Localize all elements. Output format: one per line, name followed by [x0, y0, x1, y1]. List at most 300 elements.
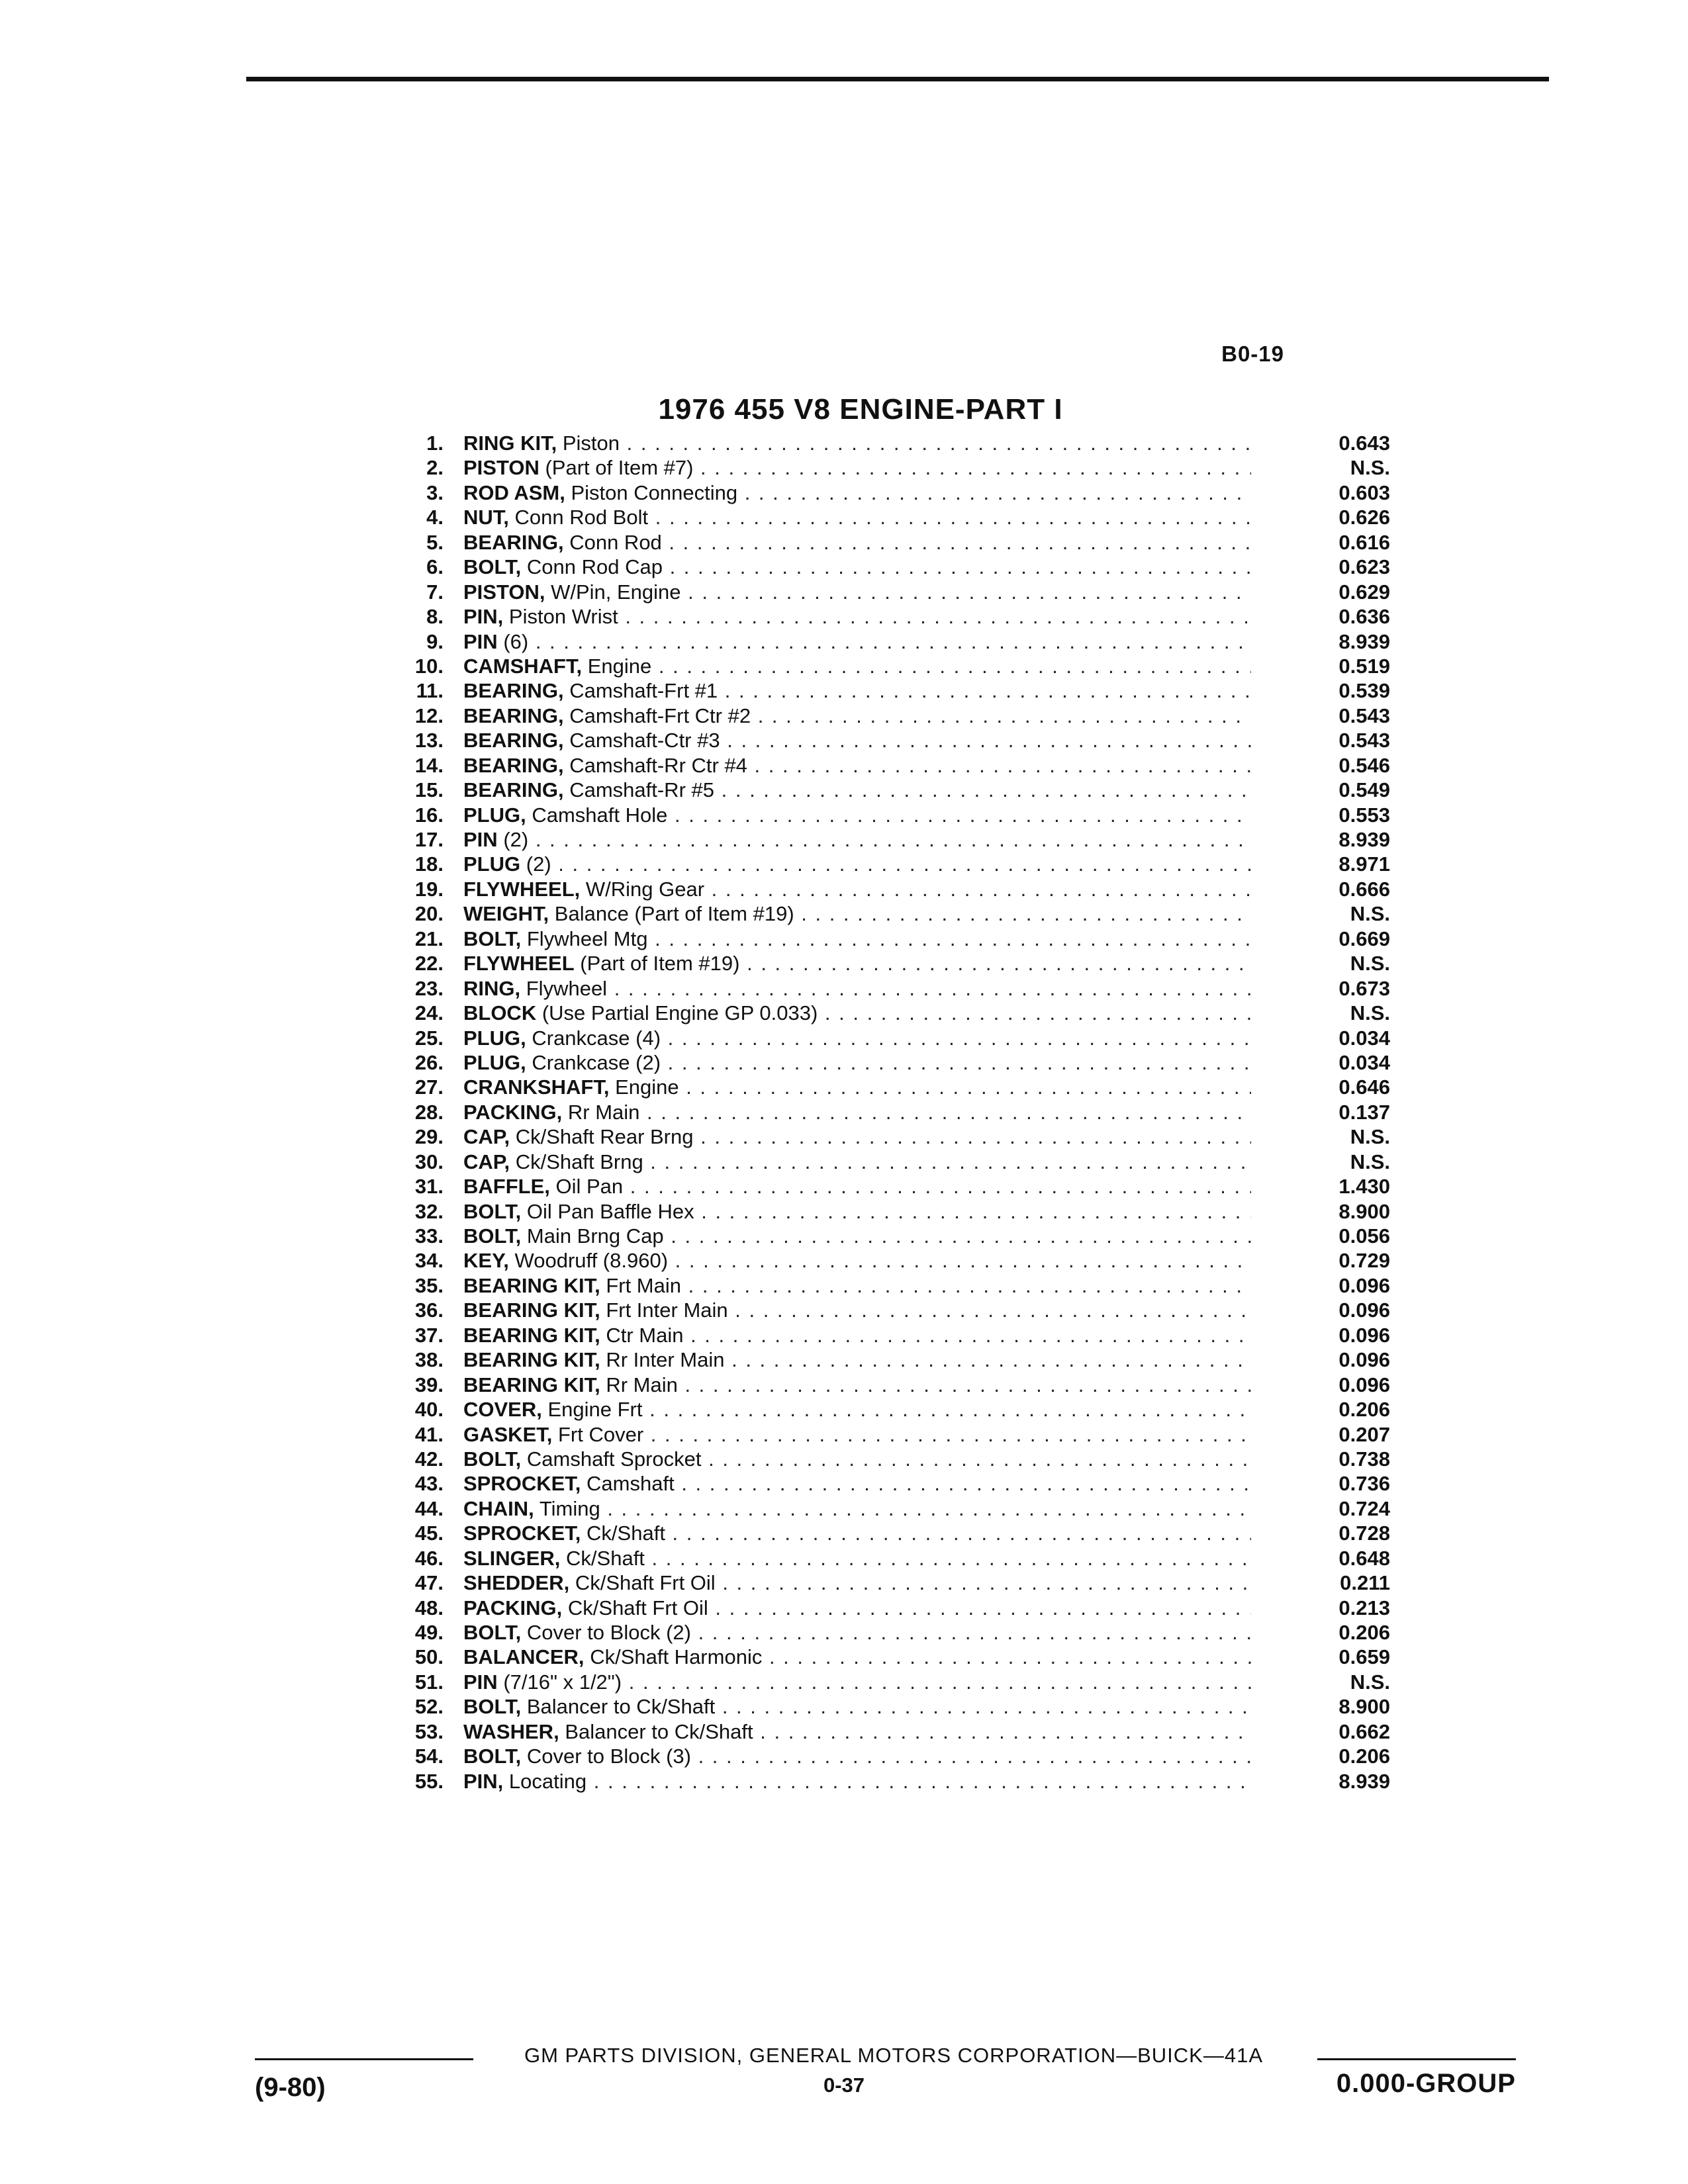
part-number: 54.	[414, 1745, 444, 1768]
part-detail: Camshaft-Frt #1	[569, 679, 718, 703]
part-detail: Piston Connecting	[571, 480, 738, 504]
part-group-number: 0.519	[1338, 654, 1390, 678]
part-number: 42.	[414, 1447, 444, 1471]
part-description	[463, 1174, 1251, 1199]
part-description	[463, 778, 1251, 802]
part-group-number: 8.900	[1338, 1695, 1390, 1719]
part-group-number: 0.636	[1338, 605, 1390, 629]
part-number: 28.	[414, 1100, 444, 1124]
part-group-number: 0.673	[1338, 976, 1390, 1000]
part-detail: Camshaft Sprocket	[526, 1447, 702, 1471]
part-number: 27.	[414, 1075, 444, 1099]
part-name: NUT,	[463, 506, 509, 529]
part-description	[463, 431, 1251, 455]
footer-date-code: (9-80)	[255, 2073, 326, 2102]
part-description	[463, 877, 1251, 901]
part-row	[371, 1124, 1390, 1149]
part-row	[371, 728, 1390, 752]
part-name: PISTON	[463, 456, 539, 480]
part-description	[463, 604, 1251, 629]
part-row	[371, 1001, 1390, 1025]
part-description	[463, 629, 1251, 654]
part-name: BEARING,	[463, 778, 564, 802]
part-group-number: N.S.	[1350, 1150, 1390, 1173]
part-row	[371, 654, 1390, 678]
part-row	[371, 580, 1390, 604]
part-description	[463, 927, 1251, 951]
part-number: 37.	[414, 1323, 444, 1347]
part-number: 29.	[414, 1125, 444, 1149]
part-detail: Ctr Main	[606, 1323, 684, 1347]
footer-page-number: 0-37	[823, 2073, 865, 2097]
part-row	[371, 1422, 1390, 1447]
part-name: PACKING,	[463, 1596, 563, 1619]
part-row	[371, 1199, 1390, 1224]
part-row	[371, 1150, 1390, 1174]
part-name: SHEDDER,	[463, 1571, 570, 1595]
part-detail: Camshaft-Rr #5	[569, 778, 714, 802]
part-name: BEARING KIT,	[463, 1298, 600, 1322]
part-description	[463, 555, 1251, 579]
part-detail: Ck/Shaft Frt Oil	[575, 1571, 716, 1595]
part-group-number: 0.096	[1338, 1348, 1390, 1372]
part-description	[463, 1670, 1251, 1694]
part-group-number: 0.206	[1338, 1621, 1390, 1644]
part-description	[463, 1323, 1251, 1347]
part-group-number: 8.971	[1338, 852, 1390, 876]
part-detail: W/Ring Gear	[585, 877, 705, 901]
part-name: BEARING KIT,	[463, 1373, 600, 1396]
part-number: 19.	[414, 877, 444, 901]
part-description	[463, 1273, 1251, 1298]
part-description	[463, 1422, 1251, 1447]
part-name: BEARING,	[463, 530, 564, 554]
part-description	[463, 1100, 1251, 1124]
part-detail: Cover to Block (3)	[526, 1745, 691, 1768]
part-number: 55.	[414, 1769, 444, 1793]
part-name: BLOCK	[463, 1001, 537, 1025]
part-detail: Locating	[508, 1769, 587, 1793]
part-group-number: 0.662	[1338, 1719, 1390, 1743]
part-description	[463, 1570, 1251, 1595]
part-detail: Engine Frt	[547, 1398, 643, 1422]
part-description	[463, 1596, 1251, 1620]
part-description	[463, 753, 1251, 778]
part-description	[463, 728, 1251, 752]
part-description	[463, 1224, 1251, 1248]
part-group-number: 0.666	[1338, 877, 1390, 901]
part-name: CRANKSHAFT,	[463, 1075, 610, 1099]
part-name: BOLT,	[463, 927, 522, 950]
part-row	[371, 1248, 1390, 1273]
part-detail: (2)	[503, 828, 529, 851]
part-name: PISTON,	[463, 580, 545, 604]
part-description	[463, 505, 1251, 529]
part-name: WASHER,	[463, 1719, 559, 1743]
part-row	[371, 1521, 1390, 1545]
part-name: SPROCKET,	[463, 1472, 581, 1496]
part-description	[463, 704, 1251, 728]
part-group-number: 0.034	[1338, 1026, 1390, 1050]
part-description	[463, 1769, 1251, 1794]
part-number: 2.	[426, 456, 444, 480]
part-detail: Engine	[615, 1075, 679, 1099]
part-name: CHAIN,	[463, 1496, 534, 1520]
part-name: BEARING,	[463, 753, 564, 777]
part-name: FLYWHEEL,	[463, 877, 581, 901]
part-number: 38.	[414, 1348, 444, 1372]
part-row	[371, 1694, 1390, 1719]
part-name: PLUG,	[463, 1026, 526, 1050]
part-row	[371, 1719, 1390, 1744]
part-name: PLUG,	[463, 803, 526, 827]
part-row	[371, 505, 1390, 529]
part-detail: Conn Rod Cap	[526, 555, 663, 579]
part-row	[371, 901, 1390, 926]
part-group-number: 0.096	[1338, 1373, 1390, 1396]
part-detail: W/Pin, Engine	[551, 580, 681, 604]
part-number: 32.	[414, 1199, 444, 1223]
part-row	[371, 1298, 1390, 1322]
part-group-number: 0.616	[1338, 530, 1390, 554]
part-row	[371, 1224, 1390, 1248]
part-number: 44.	[414, 1496, 444, 1520]
part-description	[463, 901, 1251, 926]
part-description	[463, 455, 1251, 480]
part-number: 1.	[426, 432, 444, 455]
part-name: PIN	[463, 828, 498, 851]
part-detail: (2)	[526, 852, 551, 876]
part-name: KEY,	[463, 1249, 509, 1273]
part-group-number: 0.623	[1338, 555, 1390, 579]
part-detail: (Part of Item #7)	[545, 456, 694, 480]
part-name: BAFFLE,	[463, 1175, 550, 1199]
part-row	[371, 1347, 1390, 1372]
part-name: WEIGHT,	[463, 902, 549, 926]
part-number: 24.	[414, 1001, 444, 1025]
part-group-number: 0.137	[1338, 1100, 1390, 1124]
part-detail: Cover to Block (2)	[526, 1621, 691, 1644]
part-group-number: 8.939	[1338, 828, 1390, 851]
part-description	[463, 1298, 1251, 1322]
part-group-number: 0.096	[1338, 1273, 1390, 1297]
part-name: RING,	[463, 976, 521, 1000]
part-row	[371, 1769, 1390, 1794]
part-group-number: 0.034	[1338, 1050, 1390, 1074]
part-detail: Oil Pan Baffle Hex	[526, 1199, 694, 1223]
part-group-number: 1.430	[1338, 1175, 1390, 1199]
part-name: CAP,	[463, 1150, 510, 1173]
part-description	[463, 1447, 1251, 1471]
part-name: RING KIT,	[463, 432, 557, 455]
part-detail: Camshaft	[586, 1472, 675, 1496]
part-name: CAP,	[463, 1125, 510, 1149]
part-detail: Flywheel	[526, 976, 608, 1000]
part-group-number: 0.206	[1338, 1745, 1390, 1768]
part-number: 52.	[414, 1695, 444, 1719]
part-description	[463, 1521, 1251, 1545]
part-number: 25.	[414, 1026, 444, 1050]
part-row	[371, 704, 1390, 728]
part-number: 13.	[414, 729, 444, 752]
part-group-number: 0.096	[1338, 1323, 1390, 1347]
part-detail: (Part of Item #19)	[580, 952, 740, 976]
part-name: PIN,	[463, 605, 504, 629]
part-description	[463, 951, 1251, 976]
part-row	[371, 1026, 1390, 1050]
part-row	[371, 530, 1390, 555]
part-group-number: 0.729	[1338, 1249, 1390, 1273]
part-name: PACKING,	[463, 1100, 563, 1124]
part-group-number: 0.643	[1338, 432, 1390, 455]
part-name: BALANCER,	[463, 1645, 585, 1669]
part-number: 26.	[414, 1050, 444, 1074]
part-number: 21.	[414, 927, 444, 950]
part-description	[463, 530, 1251, 555]
footer-rule-right	[1317, 2058, 1516, 2060]
part-description	[463, 1694, 1251, 1719]
part-number: 14.	[414, 753, 444, 777]
part-name: BOLT,	[463, 1621, 522, 1644]
part-detail: Camshaft Hole	[532, 803, 668, 827]
part-name: BOLT,	[463, 1447, 522, 1471]
part-row	[371, 1570, 1390, 1595]
part-group-number: N.S.	[1350, 1670, 1390, 1694]
part-number: 23.	[414, 976, 444, 1000]
part-description	[463, 480, 1251, 505]
part-name: BOLT,	[463, 1224, 522, 1248]
part-row	[371, 1100, 1390, 1124]
part-row	[371, 1645, 1390, 1669]
part-row	[371, 1496, 1390, 1521]
part-row	[371, 927, 1390, 951]
part-name: GASKET,	[463, 1422, 553, 1446]
part-row	[371, 1670, 1390, 1694]
part-number: 22.	[414, 952, 444, 976]
part-number: 40.	[414, 1398, 444, 1422]
part-detail: Frt Main	[606, 1273, 681, 1297]
part-row	[371, 1620, 1390, 1645]
part-name: FLYWHEEL	[463, 952, 575, 976]
part-description	[463, 1050, 1251, 1075]
part-detail: Ck/Shaft Harmonic	[590, 1645, 763, 1669]
part-detail: Engine	[587, 654, 652, 678]
part-number: 35.	[414, 1273, 444, 1297]
part-group-number: 0.669	[1338, 927, 1390, 950]
part-detail: Timing	[539, 1496, 600, 1520]
part-name: BEARING,	[463, 704, 564, 727]
part-description	[463, 1026, 1251, 1050]
part-row	[371, 951, 1390, 976]
part-group-number: N.S.	[1350, 1001, 1390, 1025]
part-name: SPROCKET,	[463, 1522, 581, 1545]
part-row	[371, 629, 1390, 654]
part-detail: Camshaft-Frt Ctr #2	[569, 704, 751, 727]
part-name: BEARING KIT,	[463, 1348, 600, 1372]
part-group-number: 0.056	[1338, 1224, 1390, 1248]
part-number: 16.	[414, 803, 444, 827]
part-group-number: 0.211	[1340, 1571, 1390, 1595]
part-description	[463, 1496, 1251, 1521]
part-description	[463, 1001, 1251, 1025]
part-row	[371, 1471, 1390, 1496]
part-name: ROD ASM,	[463, 480, 565, 504]
parts-list	[371, 431, 1390, 1794]
part-name: BEARING KIT,	[463, 1273, 600, 1297]
part-row	[371, 431, 1390, 455]
part-detail: Balancer to Ck/Shaft	[526, 1695, 716, 1719]
part-detail: Ck/Shaft Brng	[515, 1150, 643, 1173]
part-name: PLUG	[463, 852, 521, 876]
part-detail: Balance (Part of Item #19)	[554, 902, 794, 926]
part-number: 46.	[414, 1546, 444, 1570]
part-row	[371, 976, 1390, 1001]
part-number: 15.	[414, 778, 444, 802]
part-description	[463, 1248, 1251, 1273]
part-number: 5.	[426, 530, 444, 554]
part-group-number: 0.553	[1338, 803, 1390, 827]
part-name: BOLT,	[463, 1695, 522, 1719]
part-name: BEARING,	[463, 729, 564, 752]
part-number: 43.	[414, 1472, 444, 1496]
part-number: 4.	[426, 506, 444, 529]
part-description	[463, 1075, 1251, 1099]
part-number: 39.	[414, 1373, 444, 1396]
part-group-number: N.S.	[1350, 1125, 1390, 1149]
part-number: 7.	[426, 580, 444, 604]
part-row	[371, 827, 1390, 852]
part-number: 41.	[414, 1422, 444, 1446]
part-detail: Ck/Shaft Rear Brng	[515, 1125, 694, 1149]
part-detail: Rr Main	[567, 1100, 640, 1124]
part-detail: Rr Inter Main	[606, 1348, 725, 1372]
part-detail: Balancer to Ck/Shaft	[565, 1719, 753, 1743]
part-row	[371, 1447, 1390, 1471]
part-description	[463, 852, 1251, 876]
part-row	[371, 753, 1390, 778]
part-group-number: 0.626	[1338, 506, 1390, 529]
part-description	[463, 1150, 1251, 1174]
part-number: 6.	[426, 555, 444, 579]
page-code: B0-19	[1221, 341, 1284, 366]
part-row	[371, 1596, 1390, 1620]
part-group-number: 0.603	[1338, 480, 1390, 504]
part-description	[463, 1397, 1251, 1422]
part-number: 9.	[426, 629, 444, 653]
part-detail: (7/16" x 1/2")	[503, 1670, 622, 1694]
part-detail: Frt Inter Main	[606, 1298, 728, 1322]
part-group-number: 0.539	[1338, 679, 1390, 703]
part-row	[371, 604, 1390, 629]
part-row	[371, 1050, 1390, 1075]
part-group-number: 0.546	[1338, 753, 1390, 777]
part-detail: Ck/Shaft Frt Oil	[567, 1596, 708, 1619]
part-name: PIN	[463, 1670, 498, 1694]
part-row	[371, 1075, 1390, 1099]
part-number: 33.	[414, 1224, 444, 1248]
part-number: 18.	[414, 852, 444, 876]
part-detail: Piston Wrist	[508, 605, 618, 629]
part-number: 8.	[426, 605, 444, 629]
part-description	[463, 654, 1251, 678]
part-group-number: 0.543	[1338, 704, 1390, 727]
part-name: CAMSHAFT,	[463, 654, 583, 678]
part-group-number: 0.738	[1338, 1447, 1390, 1471]
part-row	[371, 877, 1390, 901]
part-description	[463, 1645, 1251, 1669]
footer-publisher: GM PARTS DIVISION, GENERAL MOTORS CORPORATION—BUICK—41A	[524, 2044, 1264, 2067]
part-row	[371, 1546, 1390, 1570]
part-detail: Ck/Shaft	[566, 1546, 645, 1570]
part-group-number: 8.939	[1338, 1769, 1390, 1793]
part-detail: (6)	[503, 629, 529, 653]
part-number: 34.	[414, 1249, 444, 1273]
part-group-number: 0.207	[1338, 1422, 1390, 1446]
part-number: 45.	[414, 1522, 444, 1545]
part-number: 17.	[414, 828, 444, 851]
part-row	[371, 555, 1390, 579]
part-description	[463, 1744, 1251, 1768]
part-detail: Ck/Shaft	[586, 1522, 665, 1545]
part-detail: Oil Pan	[555, 1175, 624, 1199]
part-row	[371, 480, 1390, 505]
part-name: COVER,	[463, 1398, 542, 1422]
part-name: BEARING,	[463, 679, 564, 703]
part-description	[463, 1719, 1251, 1744]
part-description	[463, 976, 1251, 1001]
part-name: PLUG,	[463, 1050, 526, 1074]
part-description	[463, 1546, 1251, 1570]
part-number: 36.	[414, 1298, 444, 1322]
part-row	[371, 1373, 1390, 1397]
part-group-number: 0.648	[1338, 1546, 1390, 1570]
part-number: 48.	[414, 1596, 444, 1619]
part-group-number: 0.646	[1338, 1075, 1390, 1099]
part-description	[463, 827, 1251, 852]
part-number: 30.	[414, 1150, 444, 1173]
part-description	[463, 1373, 1251, 1397]
footer-rule-left	[255, 2058, 473, 2060]
part-group-number: 0.543	[1338, 729, 1390, 752]
part-detail: Frt Cover	[557, 1422, 644, 1446]
part-number: 47.	[414, 1571, 444, 1595]
part-number: 3.	[426, 480, 444, 504]
part-detail: Camshaft-Rr Ctr #4	[569, 753, 747, 777]
part-group-number: 0.659	[1338, 1645, 1390, 1669]
part-detail: Crankcase (4)	[532, 1026, 661, 1050]
part-detail: Main Brng Cap	[526, 1224, 664, 1248]
part-description	[463, 1199, 1251, 1224]
part-group-number: N.S.	[1350, 952, 1390, 976]
part-number: 10.	[414, 654, 444, 678]
part-group-number: 8.900	[1338, 1199, 1390, 1223]
part-number: 51.	[414, 1670, 444, 1694]
top-rule	[246, 77, 1549, 81]
part-group-number: N.S.	[1350, 902, 1390, 926]
part-detail: Camshaft-Ctr #3	[569, 729, 720, 752]
part-name: BEARING KIT,	[463, 1323, 600, 1347]
part-detail: Woodruff (8.960)	[514, 1249, 669, 1273]
part-row	[371, 852, 1390, 876]
part-detail: Crankcase (2)	[532, 1050, 661, 1074]
part-detail: (Use Partial Engine GP 0.033)	[541, 1001, 818, 1025]
part-row	[371, 803, 1390, 827]
part-name: BOLT,	[463, 555, 522, 579]
part-detail: Rr Main	[606, 1373, 678, 1396]
part-group-number: 0.724	[1338, 1496, 1390, 1520]
part-row	[371, 678, 1390, 703]
part-number: 49.	[414, 1621, 444, 1644]
